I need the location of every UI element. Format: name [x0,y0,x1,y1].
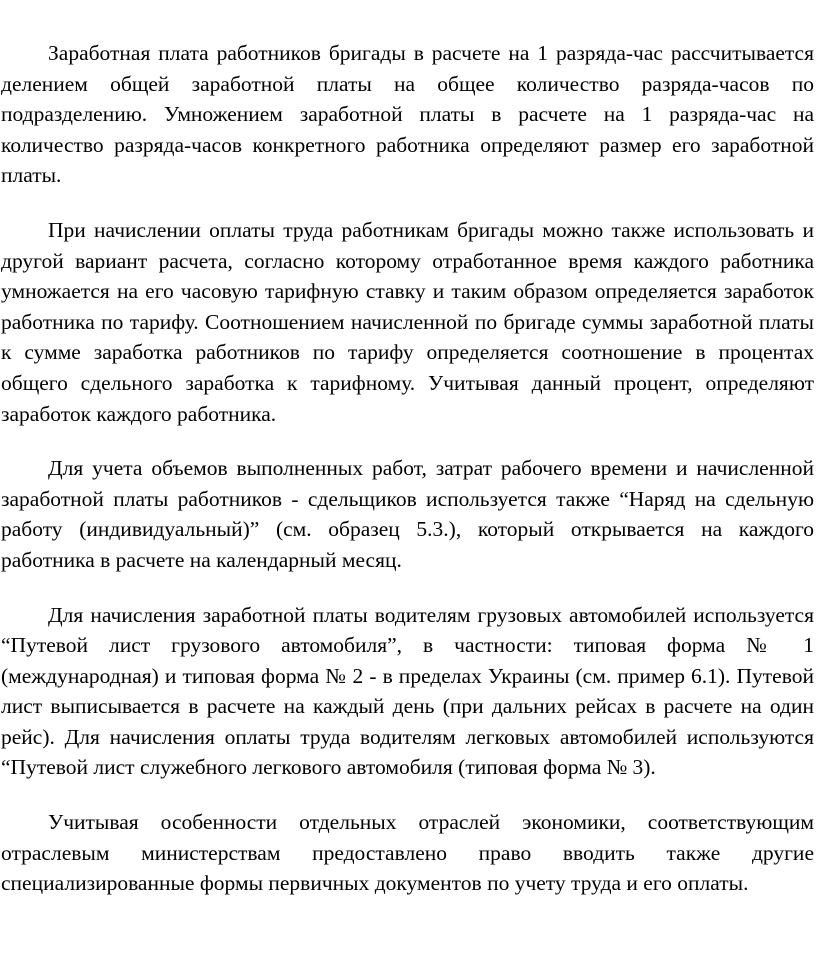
document-page [0,38,816,923]
paragraph-waybill-forms: Для начисления заработной платы водителям грузовых автомобилей используется “Путевой лист грузового автомобиля”, в частности: типовая форма № 1 (международная) и типовая форма № 2 - в пределах Украины (см. пример 6.1). Путевой лист выписывается в расчете на каждый день (при дальних рейсах в расчете на один рейс). Для начисления оплаты труда водителям легковых автомобилей используются “Путевой лист служебного легкового автомобиля (типовая форма № 3). [1,602,814,780]
paragraph-piecework-order: Для учета объемов выполненных работ, затрат рабочего времени и начисленной заработной платы работников - сдельщиков используется также “Наряд на сдельную работу (индивидуальный)” (см. образец 5.3.), который открывается на каждого работника в расчете на календарный месяц. [1,456,814,572]
paragraph-tariff-calculation: При начислении оплаты труда работникам бригады можно также использовать и другой вариант расчета, согласно которому отработанное время каждого работника умножается на его часовую тарифную ставку и таким образом определяется заработок работника по тарифу. Соотношением начисленной по бригаде суммы заработной платы к сумме заработка работников по тарифу определяется соотношение в процентах общего сдельного заработка к тарифному. Учитывая данный процент, определяют заработок каждого работника. [1,217,814,426]
paragraph-industry-forms: Учитывая особенности отдельных отраслей экономики, соответствующим отраслевым министерствам предоставлено право вводить также другие специализированные формы первичных документов по учету труда и его оплаты. [1,810,814,896]
paragraph-brigade-hourly-rate: Заработная плата работников бригады в расчете на 1 разряда-час рассчитывается делением общей заработной платы на общее количество разряда-часов по подразделению. Умножением заработной платы в расчете на 1 разряда-час на количество разряда-часов конкретного работника определяют размер его заработной платы. [1,41,814,188]
